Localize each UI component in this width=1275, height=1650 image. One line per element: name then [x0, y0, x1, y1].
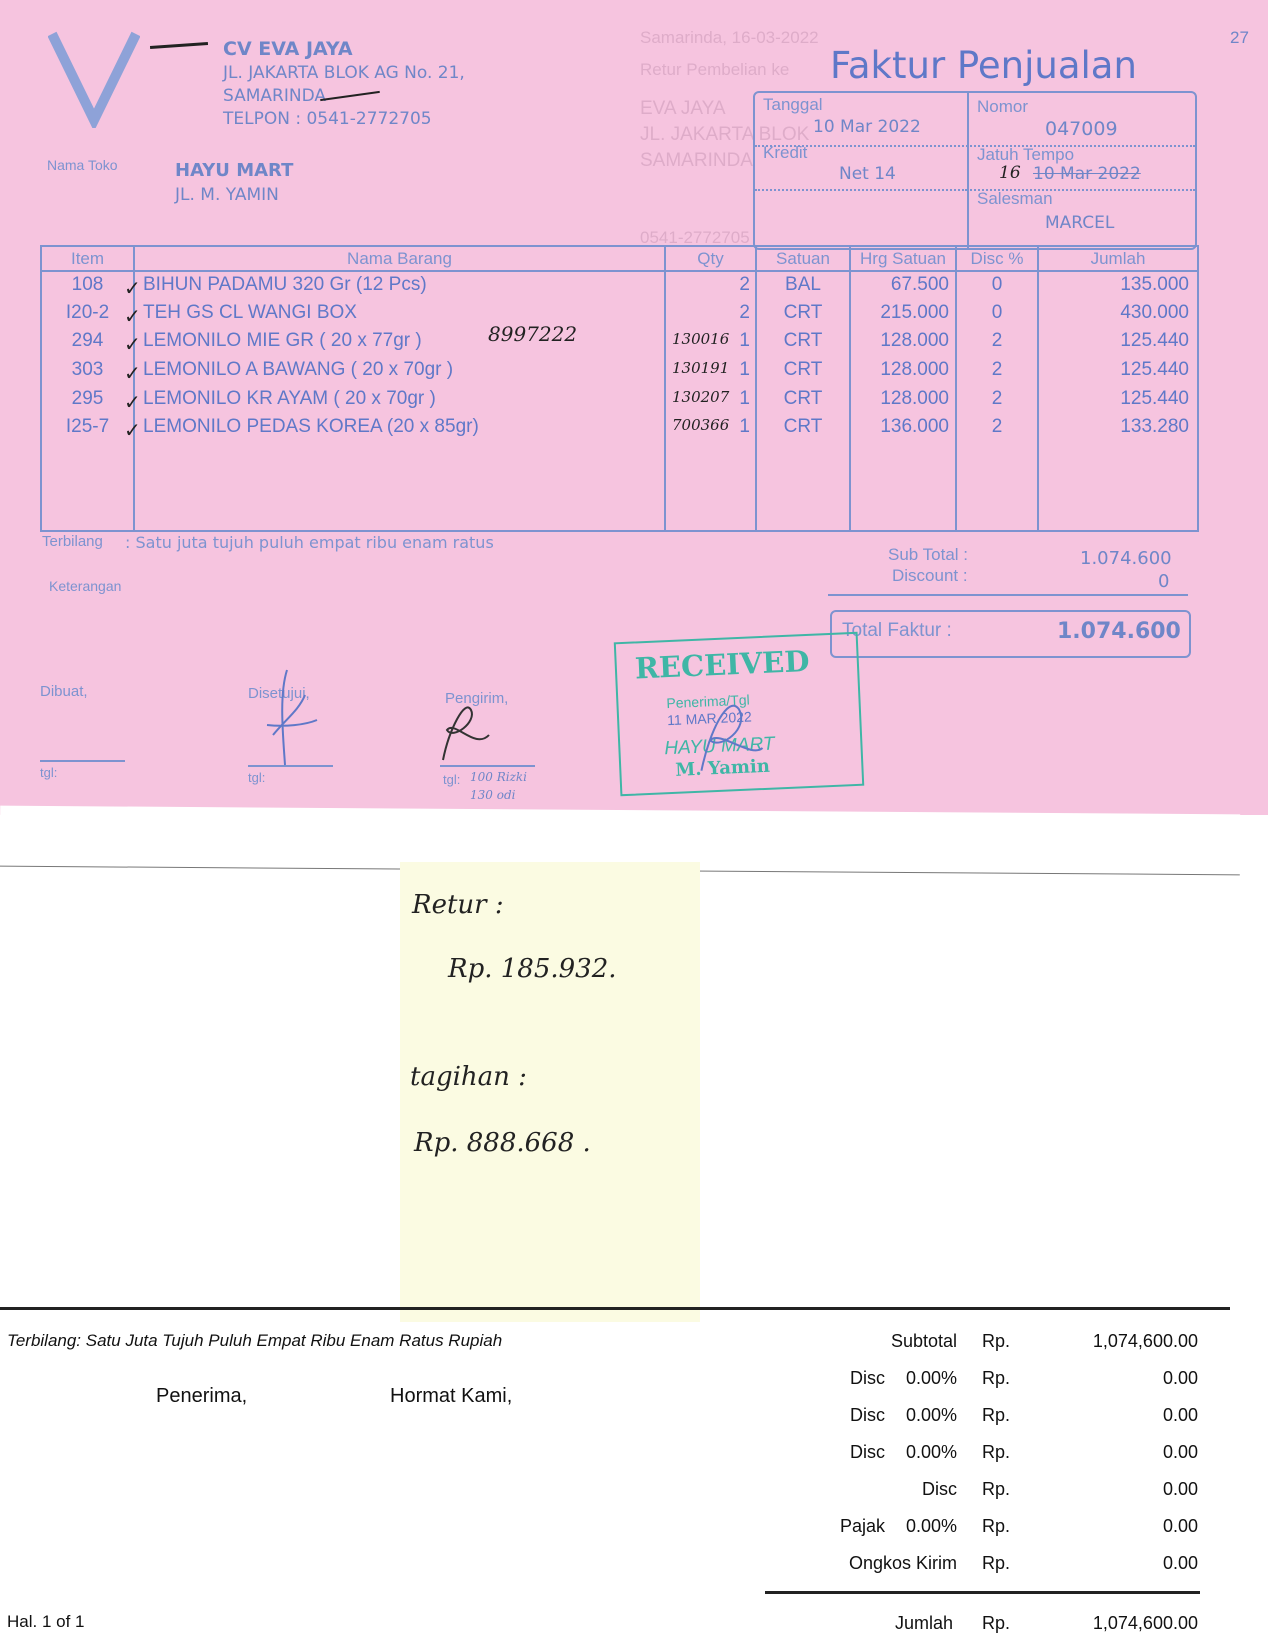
row-harga: 128.000: [880, 388, 949, 409]
bleed-through-text: EVA JAYA: [640, 98, 726, 119]
row-qty: 1: [739, 388, 750, 409]
company-phone: TELPON : 0541-2772705: [223, 109, 432, 129]
jatuh-tempo-value: 10 Mar 2022: [1033, 164, 1141, 184]
stamp-store: HAYU MART: [663, 733, 775, 760]
summary-label: Disc: [850, 1368, 885, 1388]
row-jumlah: 135.000: [1120, 274, 1189, 295]
retur-value: Rp. 185.932.: [448, 954, 617, 984]
retur-label: Retur :: [412, 890, 504, 920]
summary-currency: Rp.: [982, 1368, 1011, 1388]
bleed-through-text: 0541-2772705: [640, 228, 750, 247]
summary-percent: 0.00%: [905, 1442, 957, 1462]
row-satuan: CRT: [783, 330, 823, 351]
row-jumlah: 133.280: [1120, 416, 1189, 437]
invoice-info-box: [753, 91, 1197, 250]
jatuh-tempo-hand: 16: [999, 163, 1021, 183]
penerima-label: Penerima,: [156, 1385, 248, 1407]
check-icon: ✓: [124, 392, 141, 414]
stamp-street: M. Yamin: [674, 755, 771, 781]
tgl-label: tgl:: [248, 770, 266, 785]
summary-label: Disc: [922, 1479, 957, 1499]
row-item-name: LEMONILO KR AYAM ( 20 x 70gr ): [143, 388, 436, 409]
summary-value: 0.00: [1162, 1553, 1198, 1573]
pengirim-label: Pengirim,: [445, 690, 509, 707]
row-harga: 215.000: [880, 302, 949, 323]
summary-value: 0.00: [1162, 1442, 1198, 1462]
summary-percent: 0.00%: [905, 1516, 957, 1536]
tgl-label: tgl:: [40, 765, 58, 780]
summary-rule: [765, 1591, 1200, 1594]
row-qty: 2: [739, 274, 750, 295]
tanggal-label: Tanggal: [763, 95, 823, 114]
dibuat-label: Dibuat,: [40, 683, 88, 700]
bottom-terbilang: Terbilang: Satu Juta Tujuh Puluh Empat Ribu Enam Ratus Rupiah: [7, 1331, 503, 1350]
hormat-kami-label: Hormat Kami,: [390, 1385, 513, 1407]
keterangan-label: Keterangan: [49, 578, 122, 594]
row-hand-note: 130016: [672, 330, 730, 348]
row-item-name: TEH GS CL WANGI BOX: [143, 302, 357, 323]
summary-value: 1,074,600.00: [1092, 1331, 1198, 1351]
discount-value: 0: [1158, 571, 1170, 592]
summary-percent: 0.00%: [905, 1405, 957, 1425]
summary-value: 0.00: [1162, 1479, 1198, 1499]
check-icon: ✓: [124, 334, 141, 356]
kredit-value: Net 14: [839, 164, 896, 184]
row-jumlah: 125.440: [1120, 359, 1189, 380]
company-name: CV EVA JAYA: [223, 38, 353, 60]
summary-currency: Rp.: [982, 1331, 1011, 1351]
summary-label: Pajak: [839, 1516, 885, 1536]
row-satuan: CRT: [783, 416, 823, 437]
signature-line: [40, 760, 125, 762]
row-item-code: I20-2: [65, 302, 110, 323]
stamp-title: RECEIVED: [634, 643, 811, 686]
stamp-line: Penerima/Tgl: [666, 691, 750, 712]
check-icon: ✓: [124, 306, 141, 328]
salesman-value: MARCEL: [1045, 213, 1115, 233]
page-number-hand: 27: [1230, 28, 1249, 47]
sticky-note: [400, 862, 700, 1322]
store-label: Nama Toko: [47, 157, 118, 173]
bleed-through-text: JL. JAKARTA BLOK: [640, 124, 810, 145]
row-qty: 1: [739, 359, 750, 380]
col-satuan: Satuan: [776, 249, 830, 268]
check-icon: ✓: [124, 420, 141, 442]
row-item-code: 295: [71, 388, 104, 409]
total-label: Total Faktur :: [842, 620, 952, 641]
row-disc: 2: [991, 359, 1003, 380]
jumlah-label: Jumlah: [895, 1613, 954, 1633]
summary-currency: Rp.: [982, 1516, 1011, 1536]
row-harga: 128.000: [880, 330, 949, 351]
total-divider: [828, 594, 1188, 596]
row-hand-note: 130207: [672, 388, 730, 406]
bleed-through-text: Retur Pembelian ke: [640, 60, 790, 79]
col-jumlah: Jumlah: [1090, 249, 1146, 268]
summary-value: 0.00: [1162, 1516, 1198, 1536]
row-qty: 1: [739, 416, 750, 437]
invoice-title: Faktur Penjualan: [830, 44, 1137, 87]
jumlah-value: 1,074,600.00: [1092, 1613, 1198, 1633]
row-item-name: LEMONILO A BAWANG ( 20 x 70gr ): [143, 359, 454, 380]
nomor-label: Nomor: [977, 97, 1029, 116]
subtotal-value: 1.074.600: [1080, 548, 1172, 569]
signature-disetujui: [255, 665, 325, 770]
signature-pengirim: [435, 690, 495, 765]
tagihan-label: tagihan :: [410, 1062, 527, 1092]
col-nama-barang: Nama Barang: [347, 249, 452, 268]
store-name: HAYU MART: [175, 160, 294, 181]
row-disc: 2: [991, 416, 1003, 437]
col-item: Item: [70, 249, 105, 268]
signature-line: [440, 765, 535, 767]
row-note-hand: 8997222: [488, 322, 578, 346]
received-stamp: [614, 632, 864, 796]
col-disc: Disc %: [970, 249, 1024, 268]
row-qty: 2: [739, 302, 750, 323]
summary-percent: 0.00%: [905, 1368, 957, 1388]
row-hand-note: 700366: [672, 416, 730, 434]
company-logo-icon: [48, 28, 140, 128]
bottom-top-rule: [0, 1307, 1230, 1310]
summary-currency: Rp.: [982, 1405, 1011, 1425]
row-disc: 2: [991, 388, 1003, 409]
subtotal-label: Sub Total :: [888, 545, 969, 564]
col-qty: Qty: [697, 249, 724, 268]
tagihan-value: Rp. 888.668 .: [414, 1128, 591, 1158]
summary-currency: Rp.: [982, 1553, 1011, 1573]
total-box: [830, 610, 1191, 658]
check-icon: ✓: [124, 278, 141, 300]
row-harga: 128.000: [880, 359, 949, 380]
total-value: 1.074.600: [1057, 619, 1181, 644]
discount-label: Discount :: [892, 566, 968, 585]
row-qty: 1: [739, 330, 750, 351]
check-icon: ✓: [124, 363, 141, 385]
row-jumlah: 125.440: [1120, 388, 1189, 409]
row-satuan: BAL: [785, 274, 821, 295]
disetujui-label: Disetujui,: [248, 685, 310, 702]
row-disc: 0: [991, 302, 1003, 323]
row-item-name: LEMONILO MIE GR ( 20 x 77gr ): [143, 330, 422, 351]
row-hand-note: 130191: [672, 359, 730, 377]
stamp-signature: [688, 688, 772, 781]
terbilang-label: Terbilang: [42, 533, 103, 550]
summary-value: 0.00: [1162, 1368, 1198, 1388]
summary-label: Ongkos Kirim: [848, 1553, 957, 1573]
summary-label: Disc: [850, 1405, 885, 1425]
row-satuan: CRT: [783, 359, 823, 380]
salesman-label: Salesman: [977, 189, 1053, 208]
stamp-date: 11 MAR 2022: [666, 708, 753, 729]
terbilang-value: : Satu juta tujuh puluh empat ribu enam ratus: [125, 533, 494, 552]
summary-label: Disc: [850, 1442, 885, 1462]
bleed-through-text: Samarinda, 16-03-2022: [640, 28, 819, 47]
row-item-code: 303: [71, 359, 104, 380]
company-city: SAMARINDA: [223, 86, 326, 106]
nomor-value: 047009: [1045, 118, 1118, 140]
row-item-name: BIHUN PADAMU 320 Gr (12 Pcs): [143, 274, 427, 295]
summary-value: 0.00: [1162, 1405, 1198, 1425]
row-disc: 2: [991, 330, 1003, 351]
bleed-through-text: SAMARINDA: [640, 150, 753, 171]
pengirim-note: 100 Rizki: [470, 770, 528, 784]
summary-currency: Rp.: [982, 1442, 1011, 1462]
jatuh-tempo-label: Jatuh Tempo: [977, 145, 1075, 164]
row-disc: 0: [991, 274, 1003, 295]
row-item-code: I25-7: [65, 416, 110, 437]
page-indicator: Hal. 1 of 1: [7, 1612, 85, 1631]
kredit-label: Kredit: [763, 143, 808, 162]
row-item-code: 294: [71, 330, 104, 351]
tgl-label: tgl:: [443, 772, 461, 787]
jumlah-currency: Rp.: [982, 1613, 1011, 1633]
summary-currency: Rp.: [982, 1479, 1011, 1499]
row-item-name: LEMONILO PEDAS KOREA (20 x 85gr): [143, 416, 479, 437]
row-item-code: 108: [71, 274, 104, 295]
items-table: [40, 245, 1199, 532]
row-jumlah: 125.440: [1120, 330, 1189, 351]
row-harga: 67.500: [890, 274, 949, 295]
store-address: JL. M. YAMIN: [175, 185, 279, 205]
pengirim-note: 130 odi: [470, 788, 516, 802]
row-jumlah: 430.000: [1120, 302, 1189, 323]
summary-label: Subtotal: [890, 1331, 957, 1351]
tanggal-value: 10 Mar 2022: [813, 117, 921, 137]
row-satuan: CRT: [783, 388, 823, 409]
row-satuan: CRT: [783, 302, 823, 323]
company-address: JL. JAKARTA BLOK AG No. 21,: [223, 63, 465, 83]
row-harga: 136.000: [880, 416, 949, 437]
col-harga: Hrg Satuan: [860, 249, 946, 268]
